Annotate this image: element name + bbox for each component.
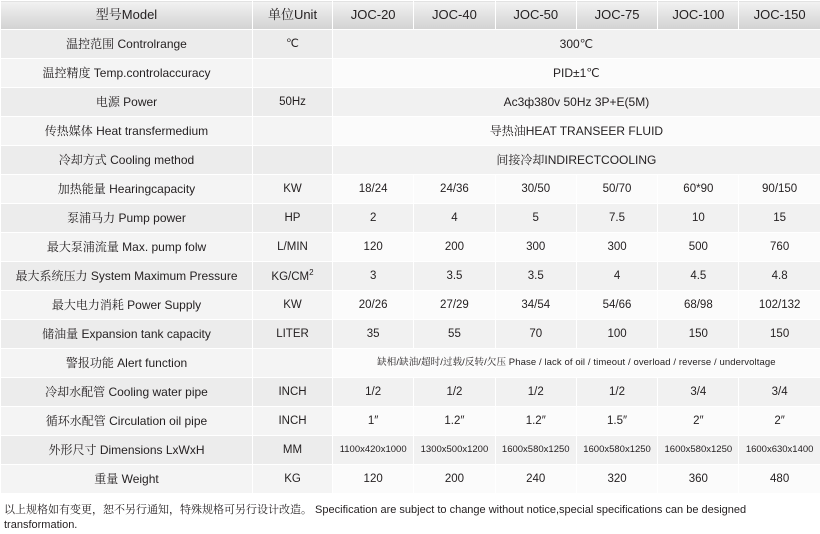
row-value: 1600x630x1400 [739,436,820,465]
row-value: 100 [576,320,657,349]
row-value: 35 [333,320,414,349]
row-span-value: 间接冷却INDIRECTCOOLING [333,146,820,175]
row-value: 3/4 [739,378,820,407]
row-value: 20/26 [333,291,414,320]
row-value: 2″ [739,407,820,436]
row-unit [253,262,333,291]
row-unit: KG [253,465,333,494]
row-value: 150 [658,320,739,349]
table-row [1,175,820,204]
row-label: 最大泵浦流量 Max. pump folw [1,233,253,262]
row-value: 1300x500x1200 [414,436,495,465]
row-value: 4.5 [658,262,739,291]
row-label: 外形尺寸 Dimensions LxWxH [1,436,253,465]
row-value: 300 [576,233,657,262]
row-value: 150 [739,320,820,349]
table-row [1,233,820,262]
row-label: 温控精度 Temp.controlaccuracy [1,59,253,88]
row-value: 10 [658,204,739,233]
column-header-joc-100: JOC-100 [658,1,739,30]
row-value: 55 [414,320,495,349]
row-value: 1/2 [495,378,576,407]
row-value: 2 [333,204,414,233]
row-value: 90/150 [739,175,820,204]
row-value: 200 [414,233,495,262]
table-row [1,117,820,146]
row-value: 30/50 [495,175,576,204]
row-label: 加热能量 Hearingcapacity [1,175,253,204]
table-header [1,1,820,30]
table-row [1,59,820,88]
row-value: 1/2 [576,378,657,407]
table-row [1,204,820,233]
column-header-joc-75: JOC-75 [576,1,657,30]
table-row [1,349,820,378]
row-value: 500 [658,233,739,262]
row-value: 1.5″ [576,407,657,436]
column-header-model: 型号Model [1,1,253,30]
row-label: 传热媒体 Heat transfermedium [1,117,253,146]
row-label: 储油量 Expansion tank capacity [1,320,253,349]
footnote: 以上规格如有变更，恕不另行通知，特殊规格可另行设计改造。 Specification are subject to change without notice,special specifications can be designed transformation. [0,494,820,534]
row-unit: HP [253,204,333,233]
row-value: 5 [495,204,576,233]
row-value: 3/4 [658,378,739,407]
row-value: 3.5 [414,262,495,291]
row-value: 760 [739,233,820,262]
row-value: 200 [414,465,495,494]
row-unit [253,59,333,88]
row-value: 1.2″ [495,407,576,436]
row-unit: 50Hz [253,88,333,117]
row-value: 27/29 [414,291,495,320]
row-label: 冷却方式 Cooling method [1,146,253,175]
row-value: 4.8 [739,262,820,291]
row-value: 120 [333,233,414,262]
row-value: 3.5 [495,262,576,291]
row-value: 240 [495,465,576,494]
row-label: 警报功能 Alert function [1,349,253,378]
row-value: 120 [333,465,414,494]
row-value: 1/2 [333,378,414,407]
row-unit: MM [253,436,333,465]
row-value: 50/70 [576,175,657,204]
column-header-unit: 单位Unit [253,1,333,30]
column-header-joc-40: JOC-40 [414,1,495,30]
row-value: 1600x580x1250 [495,436,576,465]
row-span-value: 导热油HEAT TRANSEER FLUID [333,117,820,146]
row-value: 300 [495,233,576,262]
row-unit [253,349,333,378]
row-value: 68/98 [658,291,739,320]
row-unit: KW [253,175,333,204]
table-row [1,262,820,291]
table-header-row [1,1,820,30]
row-unit-superscript: 2 [309,268,313,277]
table-row [1,436,820,465]
table-row [1,378,820,407]
row-value: 18/24 [333,175,414,204]
row-label: 循环水配管 Circulation oil pipe [1,407,253,436]
column-header-joc-20: JOC-20 [333,1,414,30]
row-value: 7.5 [576,204,657,233]
table-row [1,407,820,436]
row-value: 4 [576,262,657,291]
table-row [1,465,820,494]
row-span-value: 300℃ [333,30,820,59]
table-body [1,30,820,494]
row-value: 1.2″ [414,407,495,436]
row-label: 泵浦马力 Pump power [1,204,253,233]
row-unit: L/MIN [253,233,333,262]
row-span-value: 缺相/缺油/超时/过载/反转/欠压 Phase / lack of oil / timeout / overload / reverse / undervoltage [333,349,820,378]
row-unit: KW [253,291,333,320]
row-value: 480 [739,465,820,494]
row-value: 1600x580x1250 [658,436,739,465]
row-label: 冷却水配管 Cooling water pipe [1,378,253,407]
row-value: 360 [658,465,739,494]
row-value: 1″ [333,407,414,436]
row-label: 重量 Weight [1,465,253,494]
row-unit: LITER [253,320,333,349]
row-value: 1100x420x1000 [333,436,414,465]
row-value: 4 [414,204,495,233]
column-header-joc-50: JOC-50 [495,1,576,30]
row-value: 1/2 [414,378,495,407]
row-value: 3 [333,262,414,291]
table-row [1,88,820,117]
row-unit [253,117,333,146]
row-label: 温控范围 Controlrange [1,30,253,59]
row-label: 电源 Power [1,88,253,117]
column-header-joc-150: JOC-150 [739,1,820,30]
row-unit [253,146,333,175]
row-unit: INCH [253,407,333,436]
row-span-value: Ac3ф380v 50Hz 3P+E(5M) [333,88,820,117]
row-value: 15 [739,204,820,233]
row-unit: INCH [253,378,333,407]
row-value: 1600x580x1250 [576,436,657,465]
row-value: 102/132 [739,291,820,320]
row-unit: ℃ [253,30,333,59]
row-value: 54/66 [576,291,657,320]
table-row [1,30,820,59]
row-unit-base: KG/CM [271,271,309,283]
table-row [1,146,820,175]
table-row [1,291,820,320]
row-span-value: PID±1℃ [333,59,820,88]
row-value: 320 [576,465,657,494]
table-row [1,320,820,349]
row-label: 最大系统压力 System Maximum Pressure [1,262,253,291]
row-value: 2″ [658,407,739,436]
row-value: 70 [495,320,576,349]
row-value: 60*90 [658,175,739,204]
row-label: 最大电力消耗 Power Supply [1,291,253,320]
row-value: 34/54 [495,291,576,320]
row-value: 24/36 [414,175,495,204]
